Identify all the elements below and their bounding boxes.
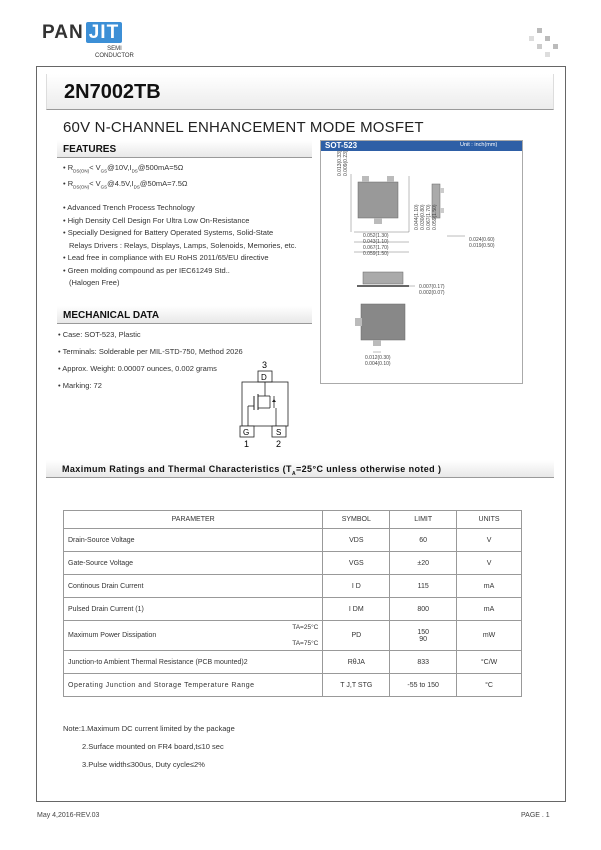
max-ratings-table — [63, 510, 522, 697]
feature-item: Relays Drivers : Relays, Displays, Lamps, Solenoids, Memories, etc. — [69, 240, 297, 250]
feature-item: • Advanced Trench Process Technology — [63, 203, 195, 212]
pin-g-label: G — [243, 428, 250, 437]
pin3-label: 3 — [262, 360, 268, 370]
pin-d-label: D — [261, 373, 267, 382]
dim-label: 0.007(0.17) 0.002(0.07) — [419, 284, 445, 296]
pin2-label: 2 — [276, 439, 282, 449]
mechanical-list — [58, 326, 243, 394]
logo-text: PAN — [42, 22, 84, 43]
table-row: Gate-Source Voltage VGS ±20 V — [64, 552, 522, 575]
pin-s-label: S — [276, 428, 282, 437]
features-heading: FEATURES — [57, 140, 312, 158]
table-row: Pulsed Drain Current (1) I DM 800 mA — [64, 598, 522, 621]
note-2: 2.Surface mounted on FR4 board,t≤10 sec — [82, 742, 224, 751]
package-name: SOT-523 — [325, 141, 358, 150]
note-1: Note:1.Maximum DC current limited by the package — [63, 724, 235, 733]
feature-item: • Green molding compound as per IEC61249 Std.. — [63, 265, 230, 275]
logo-accent: JIT — [86, 22, 122, 43]
features-section — [57, 140, 312, 290]
footer-page: PAGE . 1 — [521, 812, 550, 819]
mechanical-item: • Terminals: Solderable per MIL-STD-750, Method 2026 — [58, 347, 243, 356]
feature-item: • $R_{DS(ON)}<$ $V_{GS}@4.5V,I_{DS}@50mA=7.5\Omega$ — [63, 179, 188, 190]
package-unit: Unit : inch(mm) — [460, 142, 498, 148]
feature-item: (Halogen Free) — [69, 278, 120, 287]
dim-label: 0.044(1.10) 0.030(0.80) 0.067(1.70) 0.059(1.50) — [414, 204, 438, 230]
brand-logo — [42, 22, 122, 44]
table-row: Drain-Source Voltage VDS 60 V — [64, 529, 522, 552]
table-row: Maximum Power Dissipation TA=25°C TA=75°C PD 150 90 mW — [64, 621, 522, 651]
note-3: 3.Pulse width≤300us, Duty cycle≤2% — [82, 760, 205, 769]
logo-sub-semi: SEMI — [107, 46, 122, 52]
footer-date: May 4,2016-REV.03 — [37, 812, 100, 819]
pin1-label: 1 — [244, 439, 250, 449]
logo-subtitle — [95, 46, 134, 60]
mechanical-section — [57, 306, 312, 324]
col-header: SYMBOL — [323, 511, 390, 529]
table-header-row — [64, 511, 522, 529]
table-row: Continous Drain Current I D 115 mA — [64, 575, 522, 598]
dim-label: 0.012(0.30) 0.004(0.10) — [365, 355, 391, 367]
max-ratings-title: Maximum Ratings and Thermal Characteristics ($T_A=25^\circ C$ unless otherwise noted ) — [62, 464, 442, 477]
mechanical-item: • Case: SOT-523, Plastic — [58, 330, 141, 339]
feature-item: • Specially Designed for Battery Operated Systems, Solid-State — [63, 228, 274, 237]
dim-label: 0.013(0.33) 0.009(0.23) — [337, 150, 349, 176]
mosfet-symbol — [228, 358, 308, 450]
mechanical-item: • Approx. Weight: 0.00007 ounces, 0.002 grams — [58, 364, 217, 373]
page-title: 60V N-CHANNEL ENHANCEMENT MODE MOSFET — [63, 119, 424, 136]
col-header: UNITS — [457, 511, 522, 529]
logo-sub-conductor: CONDUCTOR — [95, 53, 134, 59]
feature-item: • High Density Cell Design For Ultra Low On-Resistance — [63, 215, 250, 225]
dim-label: 0.052(1.30) 0.043(1.10) 0.067(1.70) 0.059(1.50) — [363, 233, 389, 257]
col-header: LIMIT — [390, 511, 457, 529]
dim-label: 0.024(0.60) 0.019(0.50) — [469, 237, 495, 249]
mechanical-heading: MECHANICAL DATA — [57, 306, 312, 324]
mechanical-item: • Marking: 72 — [58, 381, 102, 390]
col-header: PARAMETER — [64, 511, 323, 529]
part-number: 2N7002TB — [64, 81, 161, 103]
table-row: Junction-to Ambient Thermal Resistance (PCB mounted)2 RθJA 833 °C/W — [64, 651, 522, 674]
feature-item: • Lead free in compliance with EU RoHS 2011/65/EU directive — [63, 253, 269, 262]
table-row: Operating Junction and Storage Temperature Range T J,T STG -55 to 150 °C — [64, 674, 522, 697]
feature-item: • $R_{DS(ON)}<$ $V_{GS}@10V,I_{DS}@500mA=5\Omega$ — [63, 163, 184, 174]
